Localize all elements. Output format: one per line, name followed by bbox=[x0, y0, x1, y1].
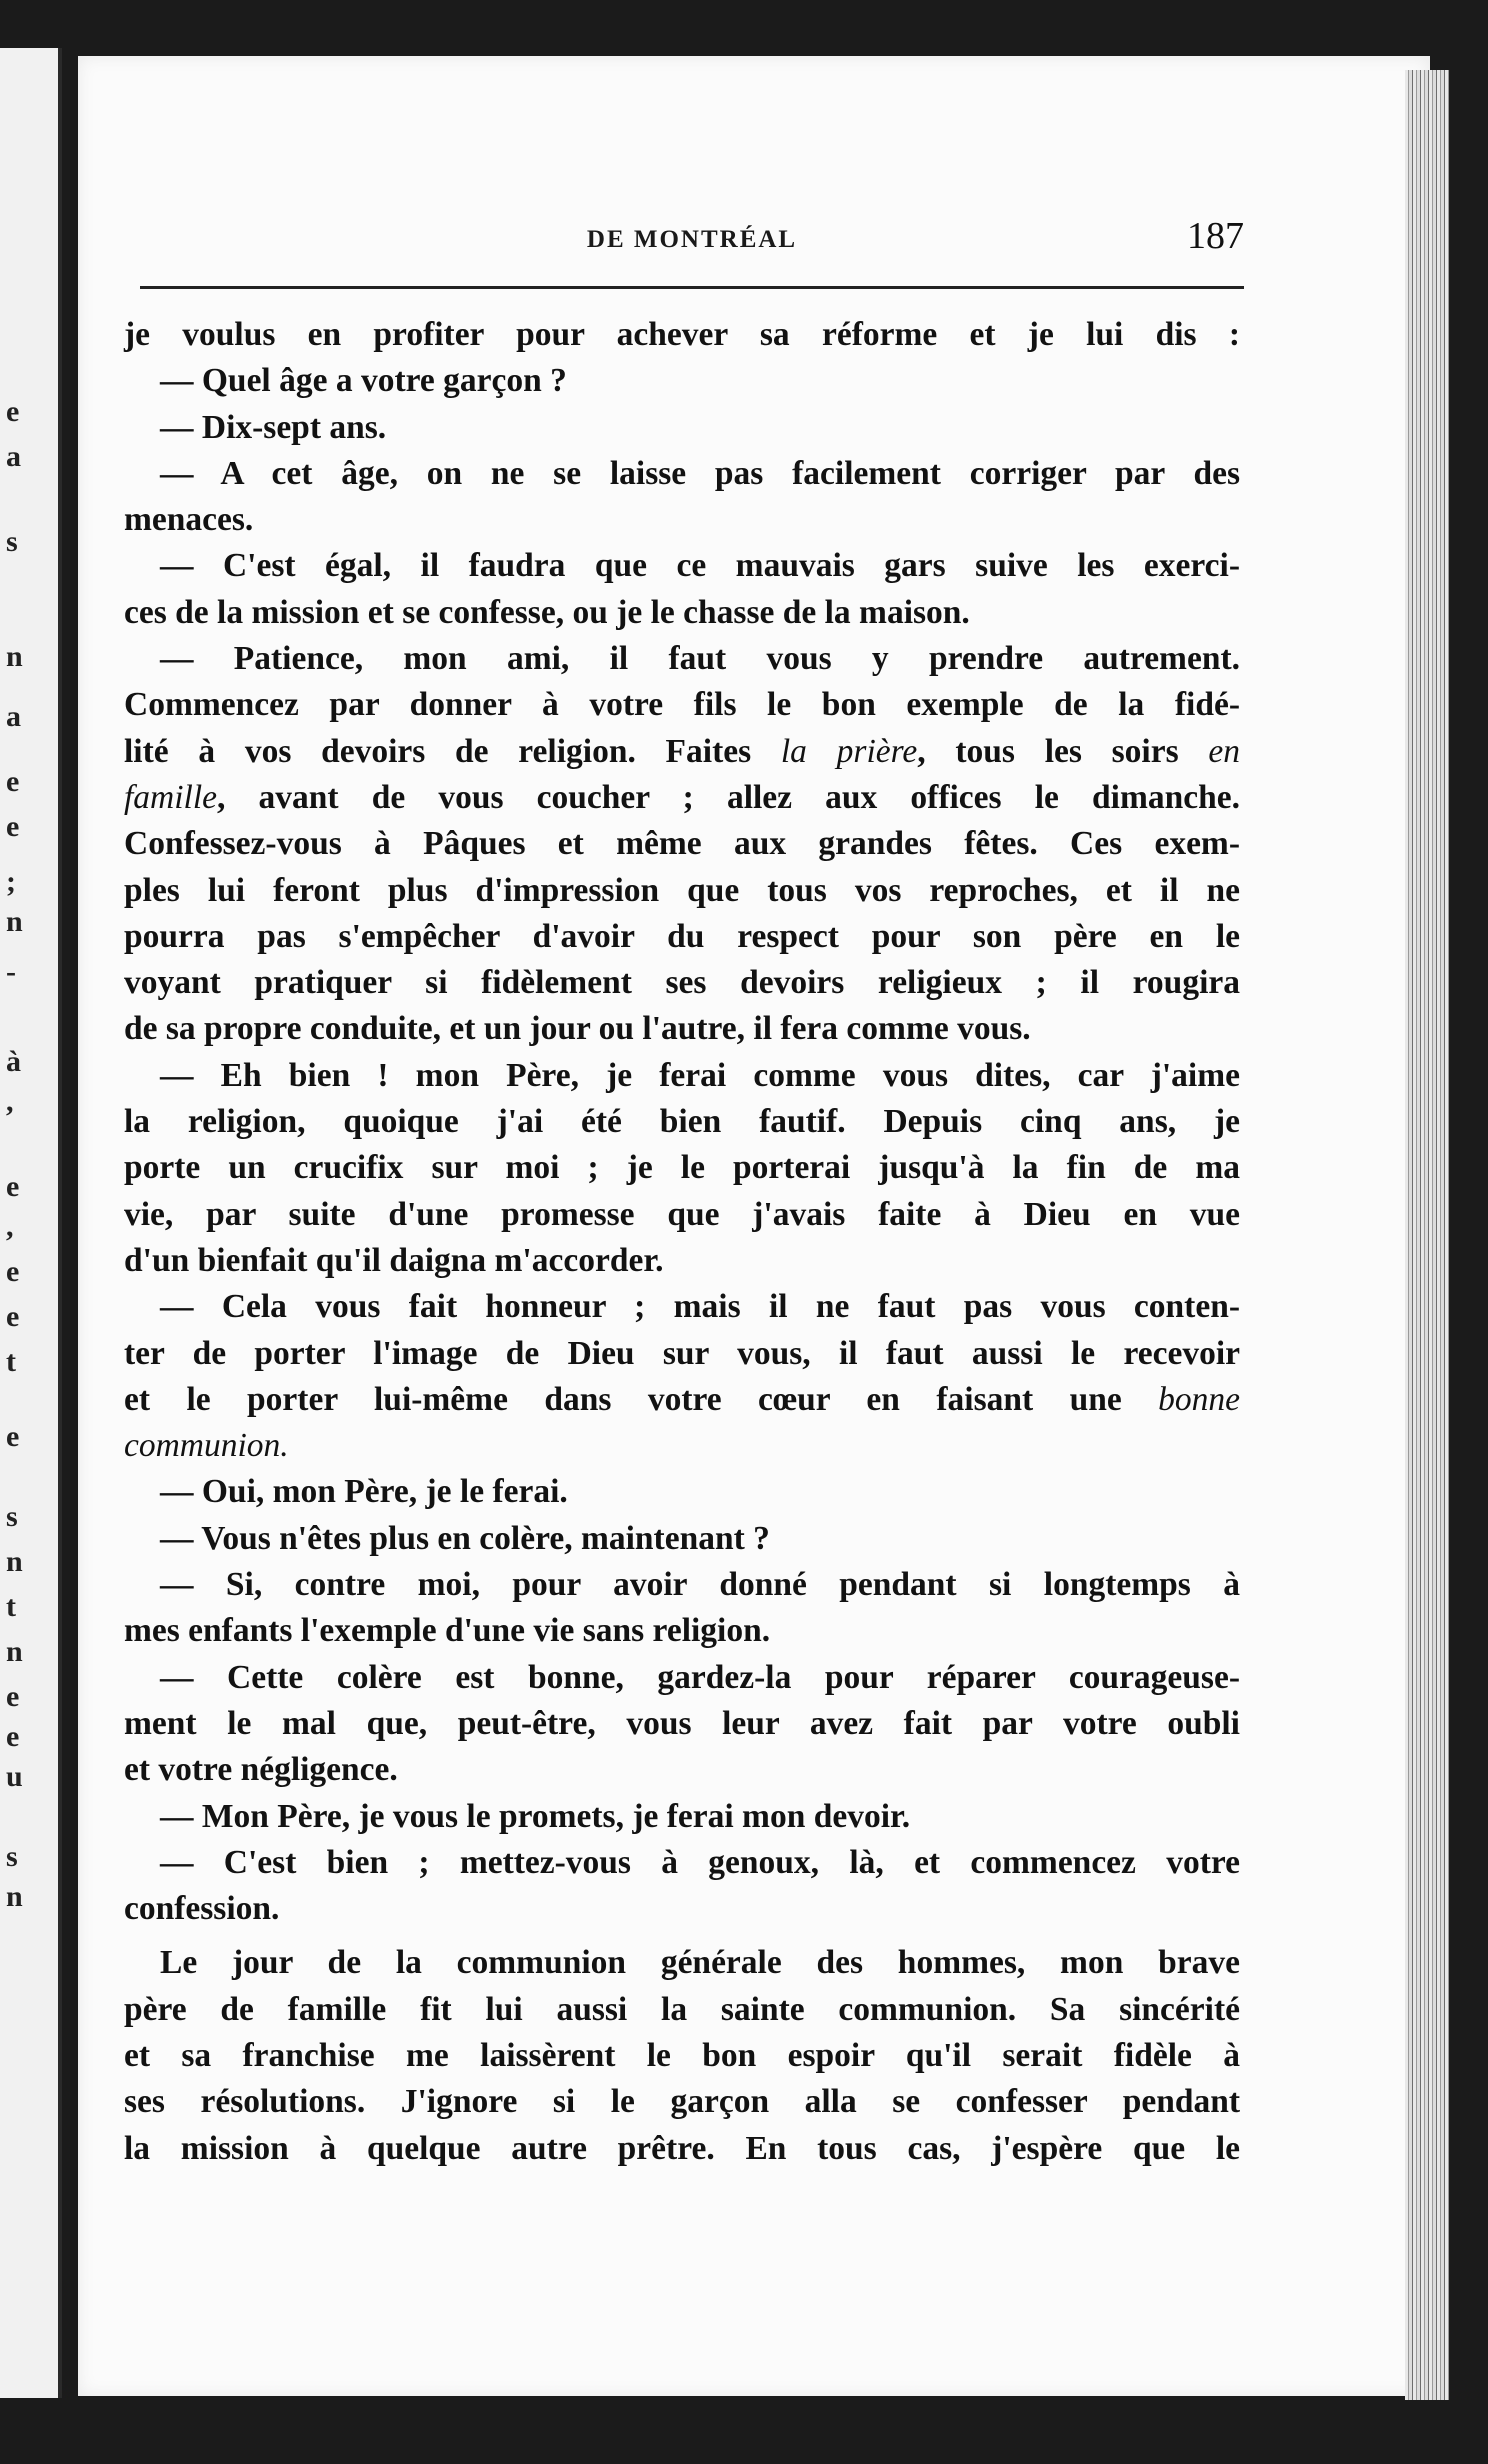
text-segment: Confessez-vous à Pâques et même aux grandes fêtes. Ces exem- bbox=[124, 825, 1240, 863]
text-line bbox=[124, 1701, 1240, 1747]
body-text bbox=[124, 312, 1240, 2172]
text-line bbox=[124, 1886, 1240, 1932]
text-line bbox=[124, 497, 1240, 543]
text-line bbox=[124, 1331, 1240, 1377]
left-page-fragment: e bbox=[6, 1680, 20, 1713]
paragraph-gap bbox=[124, 1932, 1240, 1940]
adjacent-page-edge bbox=[0, 48, 62, 2398]
left-page-fragment: t bbox=[6, 1345, 16, 1378]
text-line bbox=[124, 729, 1240, 775]
text-segment: — Quel âge a votre garçon ? bbox=[160, 362, 567, 400]
header-rule bbox=[140, 286, 1244, 289]
left-page-fragment: e bbox=[6, 1255, 20, 1288]
text-line bbox=[124, 1423, 1240, 1469]
text-line bbox=[124, 868, 1240, 914]
text-line bbox=[124, 1284, 1240, 1330]
text-line bbox=[124, 1053, 1240, 1099]
text-segment: mes enfants l'exemple d'une vie sans religion. bbox=[124, 1612, 771, 1650]
left-page-fragment: , bbox=[6, 1085, 14, 1118]
italic-segment: la prière bbox=[780, 732, 918, 770]
left-page-fragment: s bbox=[6, 1840, 18, 1873]
text-line bbox=[124, 2079, 1240, 2125]
text-line bbox=[124, 1099, 1240, 1145]
text-line bbox=[124, 1940, 1240, 1986]
text-segment: pourra pas s'empêcher d'avoir du respect pour son père en le bbox=[124, 917, 1240, 955]
text-segment: et le porter lui-même dans votre cœur en faisant une bbox=[124, 1380, 1159, 1418]
italic-segment: communion. bbox=[124, 1427, 289, 1465]
left-page-fragment: e bbox=[6, 1420, 20, 1453]
text-segment: confession. bbox=[124, 1890, 280, 1928]
text-segment: ples lui feront plus d'impression que tous vos reproches, et il ne bbox=[124, 871, 1240, 909]
left-page-fragment: n bbox=[6, 1545, 23, 1578]
text-segment: — Cela vous fait honneur ; mais il ne faut pas vous conten- bbox=[160, 1288, 1240, 1326]
text-line bbox=[124, 1987, 1240, 2033]
text-line bbox=[124, 2126, 1240, 2172]
left-page-fragment: t bbox=[6, 1590, 16, 1623]
left-page-fragment: - bbox=[6, 955, 16, 988]
text-line bbox=[124, 1840, 1240, 1886]
text-segment: — Cette colère est bonne, gardez-la pour réparer courageuse- bbox=[160, 1658, 1240, 1696]
page-header bbox=[140, 215, 1244, 266]
left-page-fragment: e bbox=[6, 395, 20, 428]
left-page-fragment: a bbox=[6, 700, 21, 733]
left-page-fragment: à bbox=[6, 1045, 21, 1078]
text-line bbox=[124, 1794, 1240, 1840]
text-line bbox=[124, 682, 1240, 728]
text-line bbox=[124, 636, 1240, 682]
text-segment: — Vous n'êtes plus en colère, maintenant ? bbox=[160, 1519, 770, 1557]
text-line bbox=[124, 1145, 1240, 1191]
text-line bbox=[124, 1747, 1240, 1793]
text-line bbox=[124, 312, 1240, 358]
left-page-fragment: s bbox=[6, 525, 18, 558]
text-segment: je voulus en profiter pour achever sa réforme et je lui dis : bbox=[124, 316, 1240, 353]
left-page-fragment: ; bbox=[6, 865, 16, 898]
left-page-fragment: n bbox=[6, 1635, 23, 1668]
text-segment: père de famille fit lui aussi la sainte communion. Sa sincérité bbox=[124, 1990, 1240, 2028]
text-segment: — Mon Père, je vous le promets, je ferai mon devoir. bbox=[160, 1797, 911, 1835]
text-line bbox=[124, 775, 1240, 821]
italic-segment: bonne bbox=[1158, 1380, 1240, 1418]
text-segment: ces de la mission et se confesse, ou je le chasse de la maison. bbox=[124, 593, 970, 631]
text-segment: — C'est égal, il faudra que ce mauvais gars suive les exerci- bbox=[160, 547, 1240, 585]
text-segment: menaces. bbox=[124, 501, 254, 539]
text-line bbox=[124, 405, 1240, 451]
text-line bbox=[124, 451, 1240, 497]
text-segment: , avant de vous coucher ; allez aux offices le dimanche. bbox=[217, 778, 1240, 816]
text-line bbox=[124, 960, 1240, 1006]
text-segment: la mission à quelque autre prêtre. En tous cas, j'espère que le bbox=[124, 2129, 1240, 2167]
text-segment: — Patience, mon ami, il faut vous y prendre autrement. bbox=[160, 640, 1240, 678]
text-line bbox=[124, 1655, 1240, 1701]
text-line bbox=[124, 1192, 1240, 1238]
text-segment: de sa propre conduite, et un jour ou l'autre, il fera comme vous. bbox=[124, 1010, 1031, 1048]
left-page-fragment: e bbox=[6, 765, 20, 798]
text-line bbox=[124, 1238, 1240, 1284]
text-segment: — Si, contre moi, pour avoir donné pendant si longtemps à bbox=[160, 1566, 1240, 1604]
running-head: DE MONTRÉAL bbox=[586, 226, 798, 253]
left-page-fragment: , bbox=[6, 1210, 14, 1243]
text-segment: — Oui, mon Père, je le ferai. bbox=[160, 1473, 568, 1511]
left-page-fragment: n bbox=[6, 640, 23, 673]
text-segment: et votre négligence. bbox=[124, 1751, 398, 1789]
text-line bbox=[124, 543, 1240, 589]
text-line bbox=[124, 1516, 1240, 1562]
text-line bbox=[124, 1469, 1240, 1515]
page-edges bbox=[1405, 70, 1449, 2400]
text-line bbox=[124, 1562, 1240, 1608]
text-line bbox=[124, 1377, 1240, 1423]
text-line bbox=[124, 358, 1240, 404]
text-segment: ment le mal que, peut-être, vous leur avez fait par votre oubli bbox=[124, 1704, 1240, 1742]
left-page-fragment: e bbox=[6, 1720, 20, 1753]
text-line bbox=[124, 1608, 1240, 1654]
text-segment: voyant pratiquer si fidèlement ses devoirs religieux ; il rougira bbox=[124, 964, 1240, 1002]
text-segment: et sa franchise me laissèrent le bon espoir qu'il serait fidèle à bbox=[124, 2036, 1240, 2074]
left-page-fragment: u bbox=[6, 1760, 23, 1793]
text-line bbox=[124, 2033, 1240, 2079]
text-segment: ses résolutions. J'ignore si le garçon alla se confesser pendant bbox=[124, 2083, 1240, 2121]
text-segment: Commencez par donner à votre fils le bon exemple de la fidé- bbox=[124, 686, 1240, 724]
text-segment: vie, par suite d'une promesse que j'avais faite à Dieu en vue bbox=[124, 1195, 1240, 1233]
text-segment: porte un crucifix sur moi ; je le porterai jusqu'à la fin de ma bbox=[124, 1149, 1240, 1187]
text-segment: — A cet âge, on ne se laisse pas facilement corriger par des bbox=[160, 454, 1240, 492]
text-segment: la religion, quoique j'ai été bien fautif. Depuis cinq ans, je bbox=[124, 1103, 1240, 1141]
italic-segment: en bbox=[1208, 732, 1240, 770]
left-page-fragment: s bbox=[6, 1500, 18, 1533]
left-page-fragment: n bbox=[6, 905, 23, 938]
text-segment: lité à vos devoirs de religion. Faites bbox=[124, 732, 781, 770]
left-page-fragment: e bbox=[6, 810, 20, 843]
text-line bbox=[124, 821, 1240, 867]
text-segment: — Eh bien ! mon Père, je ferai comme vous dites, car j'aime bbox=[160, 1056, 1240, 1094]
italic-segment: famille bbox=[124, 778, 218, 816]
text-segment: Le jour de la communion générale des hommes, mon brave bbox=[160, 1944, 1240, 1982]
text-segment: , tous les soirs bbox=[917, 732, 1209, 770]
left-page-fragment: e bbox=[6, 1300, 20, 1333]
left-page-fragment: e bbox=[6, 1170, 20, 1203]
page-number: 187 bbox=[1187, 215, 1244, 257]
text-line bbox=[124, 914, 1240, 960]
left-page-fragment: n bbox=[6, 1880, 23, 1913]
text-line bbox=[124, 590, 1240, 636]
text-segment: — Dix-sept ans. bbox=[160, 408, 387, 446]
text-line bbox=[124, 1006, 1240, 1052]
text-segment: — C'est bien ; mettez-vous à genoux, là, et commencez votre bbox=[160, 1843, 1240, 1881]
left-page-fragment: a bbox=[6, 440, 21, 473]
text-segment: ter de porter l'image de Dieu sur vous, il faut aussi le recevoir bbox=[124, 1334, 1240, 1372]
text-segment: d'un bienfait qu'il daigna m'accorder. bbox=[124, 1241, 664, 1279]
